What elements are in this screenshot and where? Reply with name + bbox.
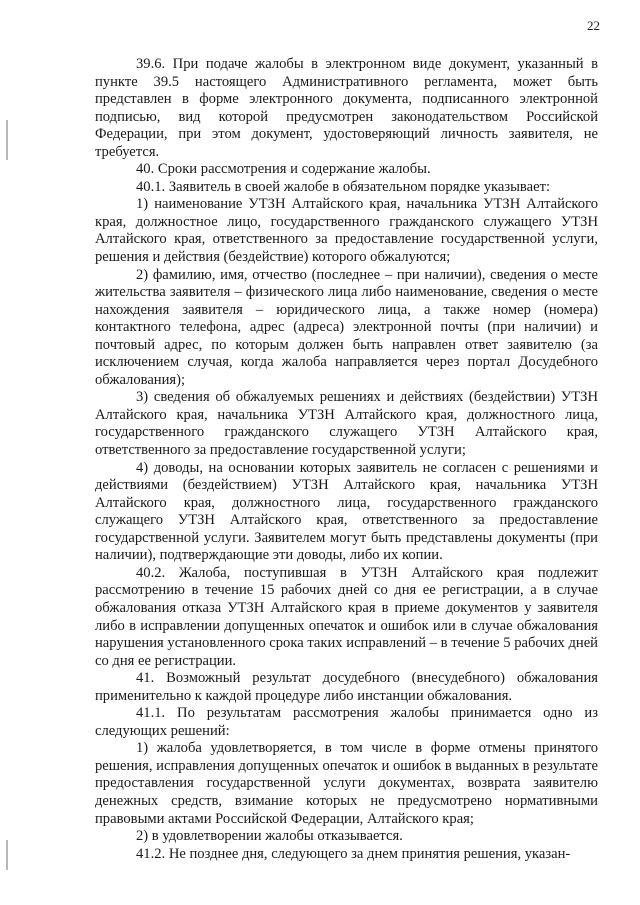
paragraph-41-1-item-1: 1) жалоба удовлетворяется, в том числе в форме отмены принятого решения, исправления допущенных опечаток и ошибок в выданных в результате предоставления государственной услуги документах, возврата заявителю денежных средств, взимание которых не предусмотрено нормативными правовыми актами Российской Федерации, Алтайского края; — [95, 740, 598, 827]
paragraph-40-1-item-1: 1) наименование УТЗН Алтайского края, начальника УТЗН Алтайского края, должностное лицо, государственного гражданского служащего УТЗН Алтайского края, ответственного за предоставление государственной услуги, решения и действия (бездействие) которого обжалуются; — [95, 196, 598, 266]
scan-edge-mark — [6, 120, 8, 160]
paragraph-39-6: 39.6. При подаче жалобы в электронном виде документ, указанный в пункте 39.5 настоящего Административного регламента, может быть представлен в форме электронного документа, подписанного электронной подписью, вид которой предусмотрен законодательством Российской Федерации, при этом документ, удостоверяющий личность заявителя, не требуется. — [95, 56, 598, 160]
paragraph-40-1-item-2: 2) фамилию, имя, отчество (последнее – при наличии), сведения о месте жительства заявителя – физического лица либо наименование, сведения о месте нахождения заявителя – юридического лица, а также номер (номера) контактного телефона, адрес (адреса) электронной почты (при наличии) и почтовый адрес, по которым должен быть направлен ответ заявителю (за исключением случая, когда жалоба направляется через портал Досудебного обжалования); — [95, 266, 598, 388]
paragraph-40-1: 40.1. Заявитель в своей жалобе в обязательном порядке указывает: — [136, 178, 550, 195]
paragraph-41-1: 41.1. По результатам рассмотрения жалобы принимается одно из следующих решений: — [95, 705, 598, 739]
paragraph-41-1-item-2: 2) в удовлетворении жалобы отказывается. — [136, 828, 403, 845]
paragraph-40-1-item-3: 3) сведения об обжалуемых решениях и действиях (бездействии) УТЗН Алтайского края, начальника УТЗН Алтайского края, должностного лица, государственного гражданского служащего УТЗН Алтайского края, ответственного за предоставление государственной услуги; — [95, 389, 598, 459]
paragraph-41-heading: 41. Возможный результат досудебного (внесудебного) обжалования применительно к каждой процедуре либо инстанции обжалования. — [95, 670, 598, 704]
scan-edge-mark — [6, 840, 8, 870]
document-body — [95, 56, 598, 863]
paragraph-40-1-item-4: 4) доводы, на основании которых заявитель не согласен с решениями и действиями (бездействием) УТЗН Алтайского края, начальника УТЗН Алтайского края, должностного лица, государственного гражданского служащего УТЗН Алтайского края, ответственного за предоставление государственной услуги. Заявителем могут быть представлены документы (при наличии), подтверждающие эти доводы, либо их копии. — [95, 459, 598, 564]
paragraph-40-heading: 40. Сроки рассмотрения и содержание жалобы. — [136, 161, 431, 178]
page-number: 22 — [587, 18, 600, 33]
paragraph-41-2: 41.2. Не позднее дня, следующего за днем принятия решения, указан- — [136, 845, 571, 862]
paragraph-40-2: 40.2. Жалоба, поступившая в УТЗН Алтайского края подлежит рассмотрению в течение 15 рабочих дней со дня ее регистрации, а в случае обжалования отказа УТЗН Алтайского края в приеме документов у заявителя либо в исправлении допущенных опечаток и ошибок или в случае обжалования нарушения установленного срока таких исправлений – в течение 5 рабочих дней со дня ее регистрации. — [95, 564, 598, 669]
